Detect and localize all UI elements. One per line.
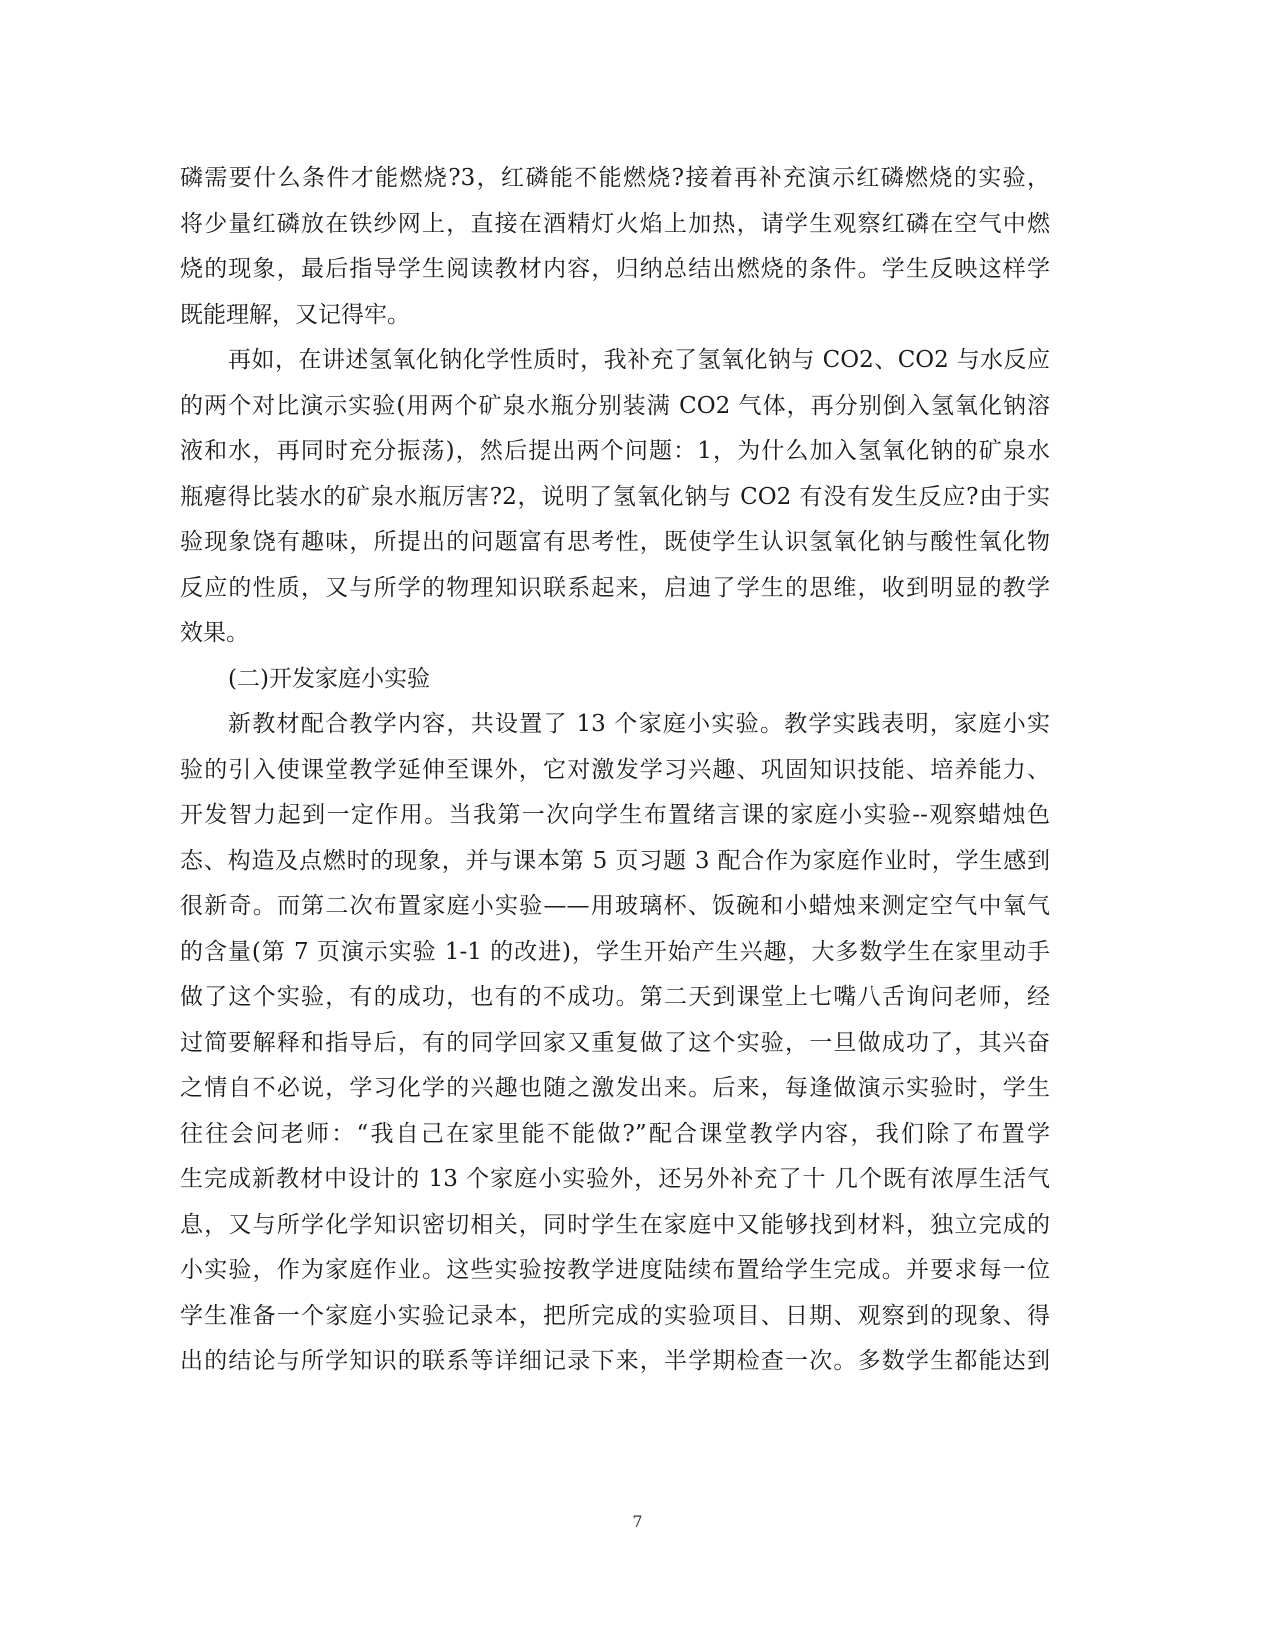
page-number: 7 [632,1512,643,1531]
text-line: 之情自不必说，学习化学的兴趣也随之激发出来。后来，每逢做演示实验时，学生 [180,1075,1050,1101]
text-line: 验现象饶有趣味，所提出的问题富有思考性，既使学生认识氢氧化钠与酸性氧化物 [180,529,1050,555]
text-line: 小实验，作为家庭作业。这些实验按教学进度陆续布置给学生完成。并要求每一位 [180,1257,1050,1283]
text-line: 出的结论与所学知识的联系等详细记录下来，半学期检查一次。多数学生都能达到 [180,1348,1050,1374]
text-line: 息，又与所学化学知识密切相关，同时学生在家庭中又能够找到材料，独立完成的 [180,1211,1050,1238]
text-line: 学生准备一个家庭小实验记录本，把所完成的实验项目、日期、观察到的现象、得 [180,1302,1050,1329]
paragraph-first-line: 再如，在讲述氢氧化钠化学性质时，我补充了氢氧化钠与 CO2、CO2 与水反应 [228,347,1050,373]
text-line: 验的引入使课堂教学延伸至课外，它对激发学习兴趣、巩固知识技能、培养能力、 [180,756,1050,783]
text-line: 将少量红磷放在铁纱网上，直接在酒精灯火焰上加热，请学生观察红磷在空气中燃 [180,210,1050,237]
text-line: 效果。 [180,620,249,646]
text-line: 过简要解释和指导后，有的同学回家又重复做了这个实验，一旦做成功了，其兴奋 [180,1029,1050,1056]
text-line: 瓶瘪得比装水的矿泉水瓶厉害?2，说明了氢氧化钠与 CO2 有没有发生反应?由于实 [180,483,1050,510]
text-line: 的含量(第 7 页演示实验 1-1 的改进)，学生开始产生兴趣，大多数学生在家里动手 [180,938,1050,965]
text-line: 磷需要什么条件才能燃烧?3，红磷能不能燃烧?接着再补充演示红磷燃烧的实验， [180,165,1050,191]
text-line: 态、构造及点燃时的现象，并与课本第 5 页习题 3 配合作为家庭作业时，学生感到 [180,847,1050,874]
document-body [180,156,1050,1385]
text-line: 开发智力起到一定作用。当我第一次向学生布置绪言课的家庭小实验--观察蜡烛色 [180,802,1050,828]
text-line: 的两个对比演示实验(用两个矿泉水瓶分别装满 CO2 气体，再分别倒入氢氧化钠溶 [180,392,1050,419]
text-line: 反应的性质，又与所学的物理知识联系起来，启迪了学生的思维，收到明显的教学 [180,574,1050,601]
text-line: 烧的现象，最后指导学生阅读教材内容，归纳总结出燃烧的条件。学生反映这样学 [180,256,1050,282]
text-line: 既能理解，又记得牢。 [180,301,410,328]
paragraph-first-line: 新教材配合教学内容，共设置了 13 个家庭小实验。教学实践表明，家庭小实 [228,711,1050,737]
text-line: 很新奇。而第二次布置家庭小实验——用玻璃杯、饭碗和小蜡烛来测定空气中氧气 [180,893,1050,919]
text-line: 往往会问老师：“我自己在家里能不能做?”配合课堂教学内容，我们除了布置学 [180,1120,1050,1147]
text-line: 液和水，再同时充分振荡)，然后提出两个问题：1，为什么加入氢氧化钠的矿泉水 [180,438,1050,464]
section-heading: (二)开发家庭小实验 [228,665,430,692]
text-line: 做了这个实验，有的成功，也有的不成功。第二天到课堂上七嘴八舌询问老师，经 [180,984,1050,1010]
text-line: 生完成新教材中设计的 13 个家庭小实验外，还另外补充了十 几个既有浓厚生活气 [180,1166,1050,1192]
